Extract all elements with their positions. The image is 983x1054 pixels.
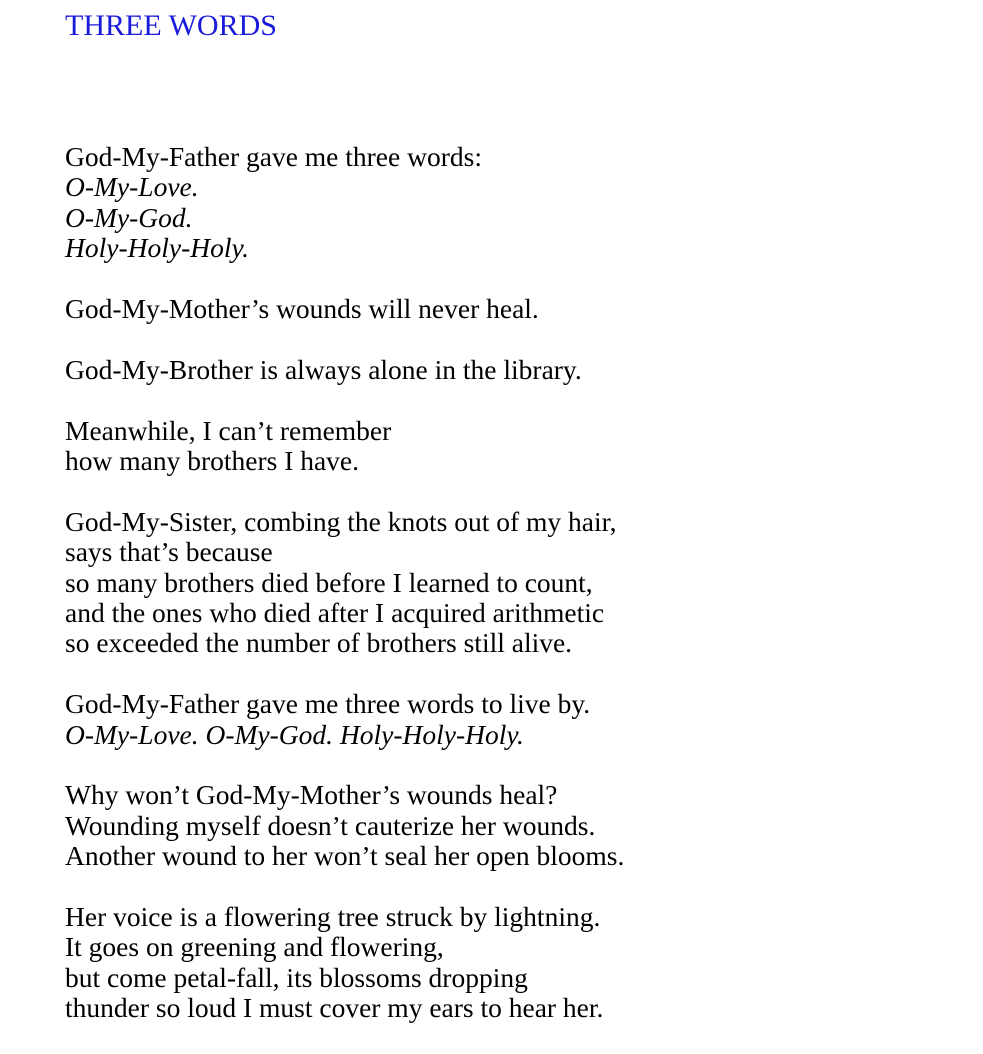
stanza-1	[65, 142, 624, 264]
poem-line: It goes on greening and flowering,	[65, 931, 444, 963]
stanza-6	[65, 689, 624, 750]
poem-line: so many brothers died before I learned to count,	[65, 566, 593, 598]
stanza-3	[65, 355, 624, 385]
poem-title: THREE WORDS	[65, 9, 277, 42]
poem-line: O-My-God.	[65, 201, 193, 233]
poem-line: says that’s because	[65, 536, 273, 568]
poem-line: God-My-Brother is always alone in the library.	[65, 353, 582, 385]
poem-line: God-My-Sister, combing the knots out of my hair,	[65, 505, 617, 537]
poem-body	[65, 142, 624, 1054]
poem-line: Another wound to her won’t seal her open blooms.	[65, 840, 625, 872]
poem-line: how many brothers I have.	[65, 445, 360, 477]
poem-line: so exceeded the number of brothers still alive.	[65, 627, 573, 659]
poem-line: God-My-Father gave me three words:	[65, 141, 482, 172]
poem-line: Her voice is a flowering tree struck by lightning.	[65, 901, 601, 933]
stanza-2	[65, 294, 624, 324]
stanza-7	[65, 780, 624, 871]
poem-line: Meanwhile, I can’t remember	[65, 414, 392, 446]
stanza-8	[65, 902, 624, 1024]
poem-line: God-My-Mother’s wounds will never heal.	[65, 293, 539, 325]
poem-line: God-My-Father gave me three words to live by.	[65, 688, 591, 720]
poem-line: Holy-Holy-Holy.	[65, 232, 250, 264]
stanza-5	[65, 507, 624, 659]
stanza-4	[65, 416, 624, 477]
poem-line: O-My-Love.	[65, 171, 199, 203]
poem-line: Wounding myself doesn’t cauterize her wounds.	[65, 809, 596, 841]
poem-line: Why won’t God-My-Mother’s wounds heal?	[65, 779, 558, 811]
poem-line: thunder so loud I must cover my ears to hear her.	[65, 992, 604, 1024]
poem-line: and the ones who died after I acquired arithmetic	[65, 597, 605, 629]
poem-line: O-My-Love. O-My-God. Holy-Holy-Holy.	[65, 718, 524, 750]
poem-line: but come petal-fall, its blossoms dropping	[65, 961, 528, 993]
